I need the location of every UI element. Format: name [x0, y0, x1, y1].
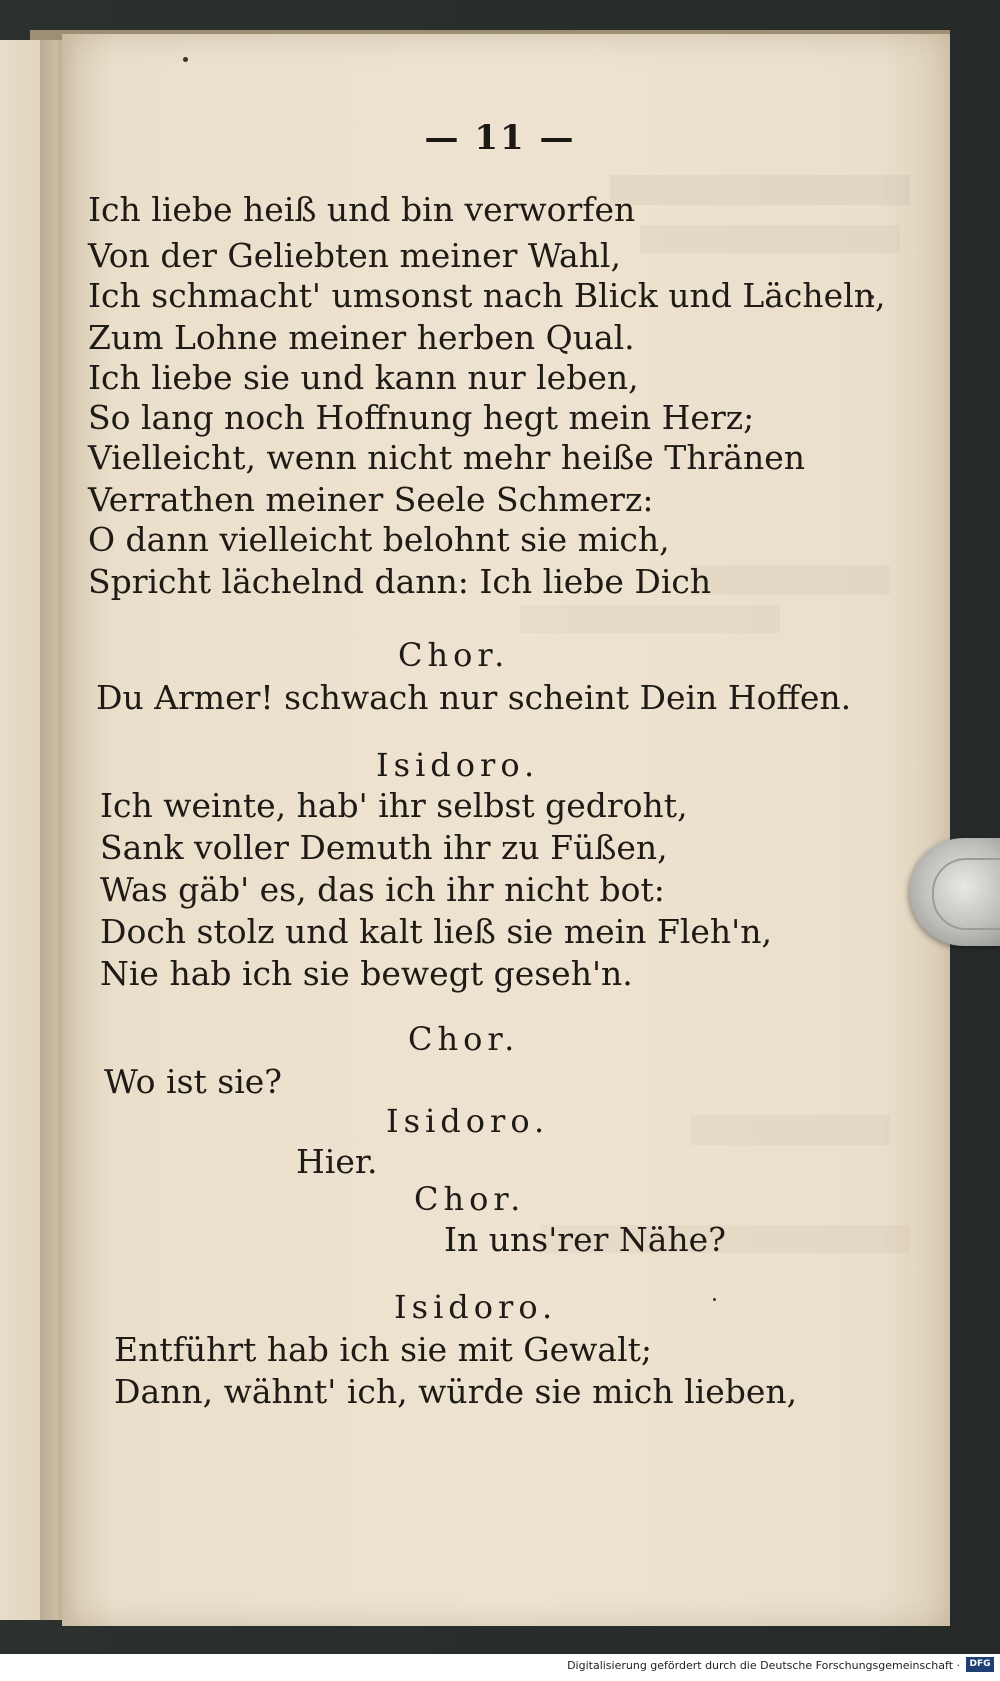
- dialogue-line: Dann, wähnt' ich, würde sie mich lieben,: [114, 1372, 798, 1411]
- verse-line: So lang noch Hoffnung hegt mein Herz;: [88, 398, 755, 437]
- dialogue-line: Ich weinte, hab' ihr selbst gedroht,: [100, 786, 688, 825]
- dialogue-line: Hier.: [296, 1142, 378, 1181]
- dfg-logo: DFG: [966, 1657, 994, 1672]
- speaker-label-chor: Chor.: [414, 1180, 526, 1218]
- speaker-label-chor: Chor.: [408, 1020, 520, 1058]
- speaker-label-chor: Chor.: [398, 636, 510, 674]
- dialogue-line: Sank voller Demuth ihr zu Füßen,: [100, 828, 668, 867]
- bleed-through-mark: [640, 225, 900, 253]
- verse-line: O dann vielleicht belohnt sie mich,: [88, 520, 670, 559]
- speaker-label-isidoro: Isidoro.: [394, 1288, 558, 1326]
- dialogue-line: Doch stolz und kalt ließ sie mein Fleh'n,: [100, 912, 772, 951]
- verse-line: Von der Geliebten meiner Wahl,: [88, 236, 621, 275]
- speaker-label-isidoro: Isidoro.: [386, 1102, 550, 1140]
- verse-line: Ich liebe sie und kann nur leben,: [88, 358, 639, 397]
- digitization-credit: Digitalisierung gefördert durch die Deutsche Forschungsgemeinschaft ·: [567, 1659, 960, 1672]
- verse-line: Ich schmacht' umsonst nach Blick und Lächeln,: [88, 276, 886, 315]
- dialogue-line: Du Armer! schwach nur scheint Dein Hoffen.: [96, 678, 852, 717]
- verse-line: Vielleicht, wenn nicht mehr heiße Thränen: [88, 438, 806, 477]
- dialogue-line: Entführt hab ich sie mit Gewalt;: [114, 1330, 653, 1369]
- bleed-through-mark: [520, 605, 780, 633]
- page-gutter: [40, 40, 76, 1620]
- verse-line: Verrathen meiner Seele Schmerz:: [88, 480, 654, 519]
- verse-line: Zum Lohne meiner herben Qual.: [88, 318, 635, 357]
- dialogue-line: Nie hab ich sie bewegt geseh'n.: [100, 954, 633, 993]
- dialogue-line: In uns'rer Nähe?: [444, 1220, 726, 1259]
- page-number: — 11 —: [424, 118, 576, 158]
- binder-clip-rim: [932, 858, 1000, 930]
- speaker-label-isidoro: Isidoro.: [376, 746, 540, 784]
- bleed-through-mark: [610, 175, 910, 205]
- bleed-through-mark: [690, 565, 890, 595]
- verse-line: Spricht lächelnd dann: Ich liebe Dich: [88, 562, 712, 601]
- bleed-through-mark: [690, 1115, 890, 1145]
- dialogue-line: Was gäb' es, das ich ihr nicht bot:: [100, 870, 665, 909]
- dialogue-line: Wo ist sie?: [104, 1062, 282, 1101]
- verse-line: Ich liebe heiß und bin verworfen: [88, 190, 636, 229]
- paper-speck: [183, 57, 188, 62]
- paper-speck: [713, 1298, 716, 1301]
